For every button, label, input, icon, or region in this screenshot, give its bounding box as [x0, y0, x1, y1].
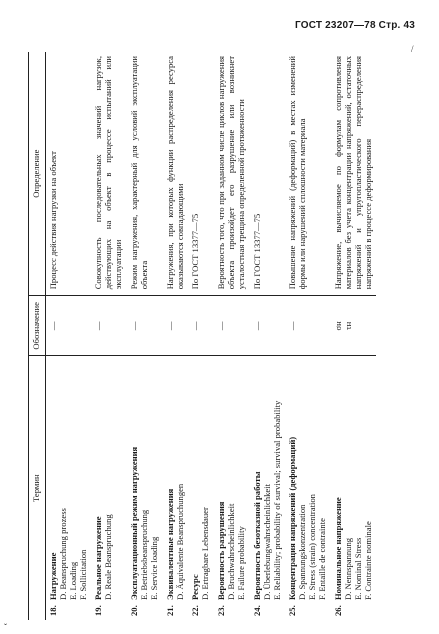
symbol-cell: — — [91, 296, 127, 356]
term-cell — [163, 356, 189, 620]
terms-table — [28, 52, 376, 620]
definition-cell: Нагружения, при которых функции распределения ресурса оказываются совпадающими — [164, 56, 185, 290]
term-cell — [331, 356, 377, 620]
definition-cell: По ГОСТ 13377—75 — [251, 213, 262, 290]
symbol-cell: — — [45, 296, 91, 356]
term-foreign-equivalent: D. Bruchwahrscheinlichkeit — [226, 503, 236, 600]
definition-cell: Режим нагружения, характерный для условий эксплуатации объекта — [129, 56, 149, 290]
term-russian: Номинальное напряжение — [332, 497, 343, 600]
table-row — [45, 52, 91, 620]
term-foreign-equivalent: E. Reliability; probability of survival; survival probability — [271, 400, 282, 600]
table-row — [91, 52, 127, 620]
definition-cell: Напряжение, вычисляемое по формулам сопротивления материалов без учета концентрации напряжений, остаточных напряжений и упругопластического перераспределения напряжений в процессе деформирования — [332, 56, 373, 290]
term-number: 25. — [287, 605, 298, 616]
term-number: 21. — [164, 605, 175, 616]
term-cell — [91, 356, 127, 620]
margin-mark: ˇ — [4, 622, 7, 632]
term-cell — [188, 356, 214, 620]
definition-cell: Вероятность того, что при заданном числе циклов нагружения объекта произойдет его разрушение или возникнет усталостная трещина определенной протяженности — [216, 56, 246, 290]
definition-cell: Процесс действия нагрузки на объект — [47, 151, 58, 290]
rotated-table — [28, 52, 424, 620]
term-foreign-equivalent: E. Service loading — [148, 536, 159, 600]
term-foreign-equivalent: E. Failure probability — [235, 526, 246, 600]
symbol-cell: — — [188, 296, 214, 356]
term-russian: Реальное нагружение — [93, 516, 104, 600]
term-foreign-equivalent: F. Entaille de contrainte — [317, 518, 327, 600]
term-cell — [214, 356, 250, 620]
term-russian: Нагружение — [47, 552, 58, 600]
symbol-cell: — — [127, 296, 163, 356]
term-foreign-equivalent: D. Spannungskonzentration — [297, 504, 308, 600]
term-cell — [250, 356, 286, 620]
symbol-cell: — — [250, 296, 286, 356]
term-number: 19. — [93, 605, 104, 616]
term-cell — [127, 356, 163, 620]
table-row — [285, 52, 331, 620]
header-term: Термин — [29, 356, 46, 620]
definition-cell: Совокупность последовательных значений нагрузок, действующих на объект в процессе испытаний или эксплуатации — [93, 56, 124, 290]
term-number: 20. — [129, 605, 139, 616]
table-row — [163, 52, 189, 620]
term-russian: Эквивалентные нагружения — [164, 488, 175, 600]
symbol-cell: — — [163, 296, 189, 356]
table-body — [45, 52, 376, 620]
term-foreign-equivalent: E. Loading — [67, 561, 78, 600]
table-row — [188, 52, 214, 620]
term-russian: Концентрация напряжений (деформаций) — [287, 436, 298, 600]
term-foreign-equivalent: D. Nennspannung — [342, 537, 353, 600]
term-foreign-equivalent: E. Stress (strain) concentration — [307, 494, 318, 600]
table-row — [331, 52, 377, 620]
term-cell — [45, 356, 91, 620]
term-number: 18. — [47, 605, 58, 616]
term-number: 23. — [216, 605, 227, 616]
term-foreign-equivalent: F. Contrainte nominale — [362, 521, 373, 600]
term-foreign-equivalent: D. Ertragbare Lebensdauer — [200, 507, 211, 600]
symbol-cell: σн τн — [331, 296, 377, 356]
header-definition: Определение — [29, 52, 46, 296]
margin-mark: / — [411, 44, 414, 54]
term-foreign-equivalent: F. Sollicitation — [77, 549, 88, 600]
terms-table-area — [28, 52, 424, 620]
definition-cell: По ГОСТ 13377—75 — [190, 213, 201, 290]
term-foreign-equivalent: D. Beanspruchung prozess — [57, 508, 68, 600]
term-cell — [285, 356, 331, 620]
term-number: 24. — [251, 605, 262, 616]
term-foreign-equivalent: E. Betriebsbeanspruchung — [138, 509, 149, 600]
term-foreign-equivalent: D. Äquivalente Beanspruchungen — [174, 483, 185, 600]
symbol-cell: — — [214, 296, 250, 356]
term-foreign-equivalent: D. Reale Beanspruchung — [103, 514, 114, 600]
table-row — [214, 52, 250, 620]
term-russian: Вероятность безотказной работы — [251, 471, 262, 600]
term-russian: Вероятность разрушения — [216, 501, 227, 600]
header-symbol: Обозначение — [29, 296, 46, 356]
term-foreign-equivalent: D. Überlebungwahrscheinlichkeit — [261, 484, 272, 600]
term-russian: Ресурс — [190, 574, 201, 600]
term-foreign-equivalent: E. Nominal Stress — [352, 537, 363, 600]
term-number: 22. — [190, 605, 201, 616]
table-header-row — [29, 52, 46, 620]
definition-cell: Повышение напряжений (деформаций) в местах изменений формы или нарушений сплошности материала — [287, 56, 308, 290]
term-number: 26. — [332, 605, 343, 616]
running-head: ГОСТ 23207—78 Стр. 43 — [295, 20, 415, 31]
table-row — [127, 52, 163, 620]
term-russian: Эксплуатационный режим нагружения — [129, 446, 139, 600]
symbol-cell: — — [285, 296, 331, 356]
table-row — [250, 52, 286, 620]
